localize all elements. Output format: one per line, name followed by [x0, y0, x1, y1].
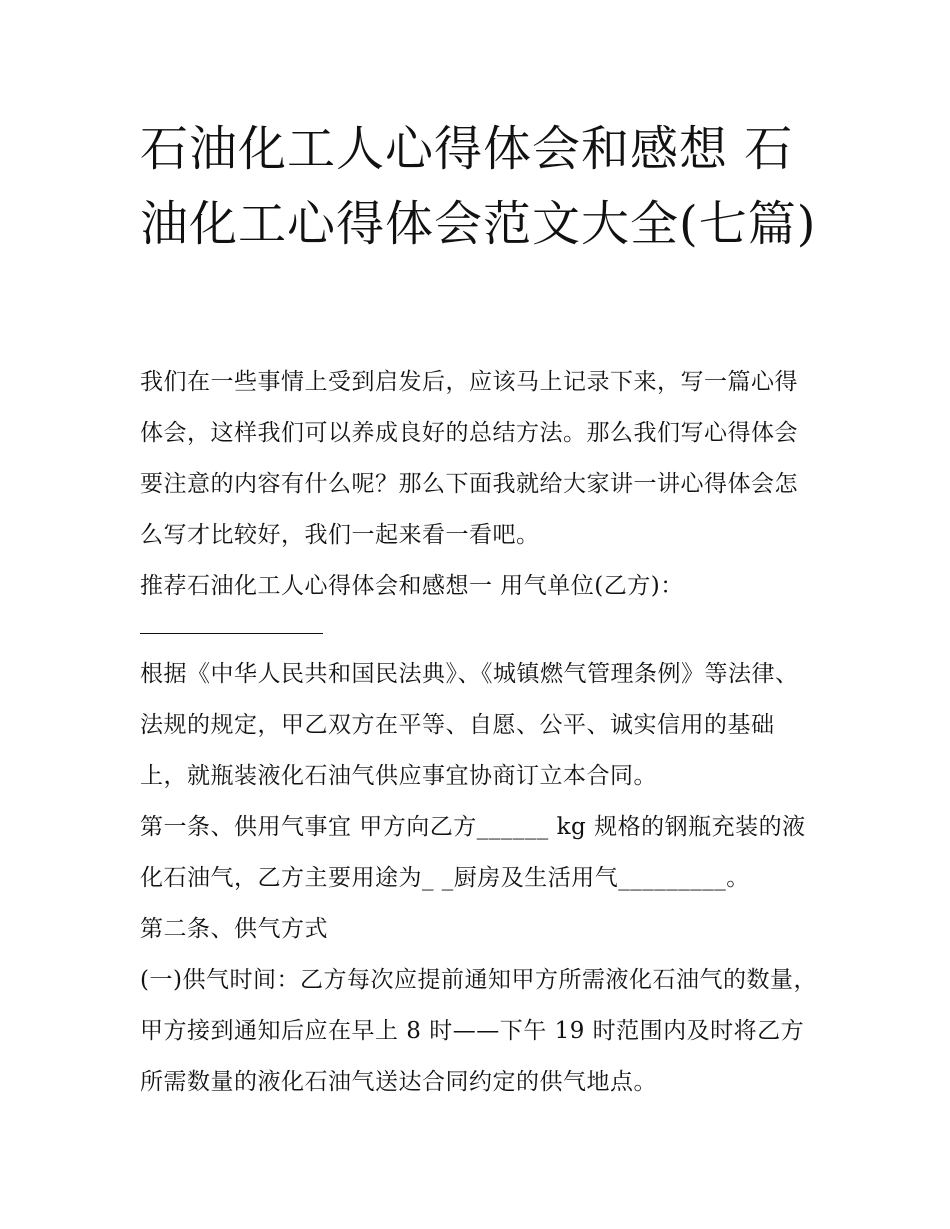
intro-paragraph: 我们在一些事情上受到启发后，应该马上记录下来，写一篇心得体会，这样我们可以养成良好的总结方法。那么我们写心得体会要注意的内容有什么呢？那么下面我就给大家讲一讲心得体会怎么写才比较好，我们一起来看一看吧。 [140, 369, 798, 548]
article-one-paragraph: 第一条、供用气事宜 甲方向乙方______ kg 规格的钢瓶充装的液化石油气，乙方主要用途为_ _厨房及生活用气_________。 [140, 814, 806, 891]
supply-time-paragraph: (一)供气时间：乙方每次应提前通知甲方所需液化石油气的数量，甲方接到通知后应在早上 8 时——下午 19 时范围内及时将乙方所需数量的液化石油气送达合同约定的供气地点。 [140, 967, 817, 1095]
recommendation-line: 推荐石油化工人心得体会和感想一 用气单位(乙方)： [140, 573, 684, 599]
article-two-heading: 第二条、供气方式 [140, 916, 328, 942]
blank-fill-line [140, 633, 323, 634]
legal-basis-paragraph: 根据《中华人民共和国民法典》、《城镇燃气管理条例》等法律、法规的规定，甲乙双方在平等、自愿、公平、诚实信用的基础上，就瓶装液化石油气供应事宜协商订立本合同。 [140, 661, 799, 789]
document-title: 石油化工人心得体会和感想 石油化工心得体会范文大全(七篇) [140, 121, 817, 252]
